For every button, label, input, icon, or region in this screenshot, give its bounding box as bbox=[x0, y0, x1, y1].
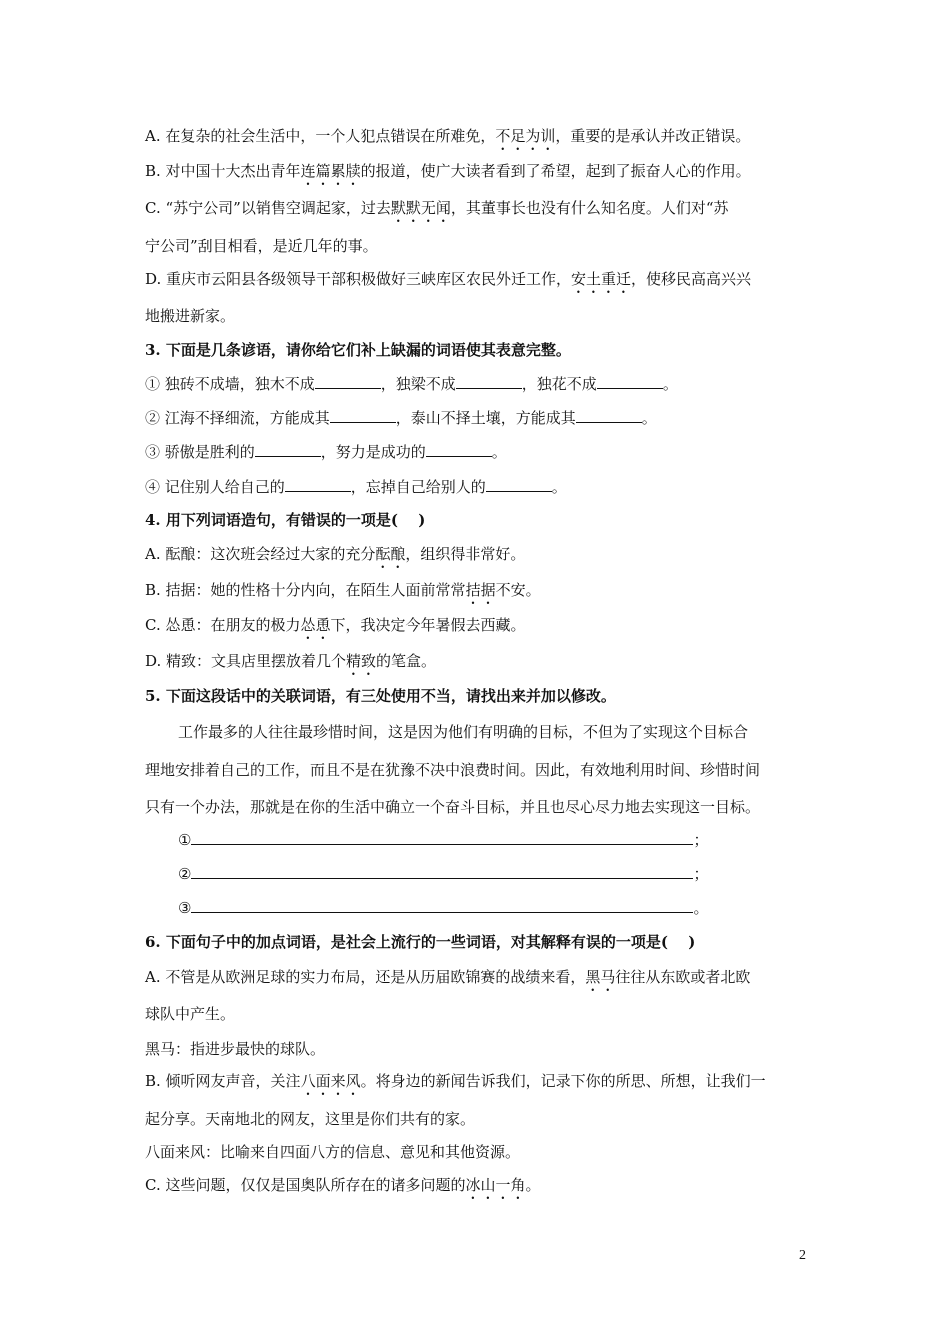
option-text: 不安。 bbox=[495, 581, 541, 599]
option-text: 的报道，使广大读者看到了希望，起到了振奋人心的作用。 bbox=[360, 162, 751, 180]
option-text: ，组织得非常好。 bbox=[405, 545, 526, 563]
proverb-text: ，独梁不成 bbox=[380, 375, 456, 393]
q5-answer-3 bbox=[178, 898, 708, 918]
option-text: ，其董事长也没有什么知名度。人们对“苏 bbox=[450, 199, 729, 217]
fill-blank[interactable] bbox=[576, 408, 642, 423]
answer-line[interactable] bbox=[191, 898, 693, 913]
q2-option-d bbox=[145, 269, 751, 297]
option-text: 下，我决定今年暑假去西藏。 bbox=[330, 616, 526, 634]
answer-end: ； bbox=[693, 865, 709, 883]
q6-option-b-explain: 八面来风：比喻来自四面八方的信息、意见和其他资源。 bbox=[145, 1143, 521, 1161]
page-number: 2 bbox=[799, 1248, 806, 1263]
dotted-word: 精致 bbox=[346, 652, 377, 670]
fill-blank[interactable] bbox=[426, 442, 492, 457]
dotted-word: 酝酿 bbox=[375, 545, 406, 563]
proverb-text: 。 bbox=[551, 478, 567, 496]
q2-option-a bbox=[145, 126, 750, 154]
answer-number: ① bbox=[178, 831, 192, 849]
proverb-text: 。 bbox=[662, 375, 678, 393]
option-text: 。将身边的新闻告诉我们，记录下你的所思、所想，让我们一 bbox=[360, 1072, 766, 1090]
q6-option-a-cont: 球队中产生。 bbox=[145, 1005, 236, 1023]
proverb-text: 。 bbox=[491, 443, 507, 461]
q6-option-b-cont: 起分享。天南地北的网友，这里是你们共有的家。 bbox=[145, 1110, 476, 1128]
option-text: A. 酝酿：这次班会经过大家的充分 bbox=[145, 545, 376, 563]
proverb-text: ，努力是成功的 bbox=[320, 443, 426, 461]
fill-blank[interactable] bbox=[285, 477, 351, 492]
fill-blank[interactable] bbox=[315, 374, 381, 389]
answer-number: ③ bbox=[178, 899, 192, 917]
proverb-text: ，忘掉自己给别人的 bbox=[350, 478, 486, 496]
fill-blank[interactable] bbox=[486, 477, 552, 492]
option-text: 的笔盒。 bbox=[376, 652, 437, 670]
q4-title: 4. 用下列词语造句，有错误的一项是( ) bbox=[145, 511, 426, 529]
q5-title: 5. 下面这段话中的关联词语，有三处使用不当，请找出来并加以修改。 bbox=[145, 687, 616, 705]
option-text: ，重要的是承认并改正错误。 bbox=[555, 127, 751, 145]
option-text: A. 不管是从欧洲足球的实力布局，还是从历届欧锦赛的战绩来看， bbox=[145, 968, 586, 986]
q3-proverb-3 bbox=[145, 442, 507, 462]
dotted-word: 不足为训 bbox=[495, 127, 556, 145]
q2-option-d-cont: 地搬进新家。 bbox=[145, 307, 236, 325]
dotted-word: 黑马 bbox=[585, 968, 616, 986]
option-text: B. 拮据：她的性格十分内向，在陌生人面前常常 bbox=[145, 581, 466, 599]
dotted-word: 默默无闻 bbox=[390, 199, 451, 217]
q5-passage-line-2: 理地安排着自己的工作，而且不是在犹豫不决中浪费时间。因此，有效地利用时间、珍惜时间 bbox=[145, 761, 761, 779]
q3-proverb-2 bbox=[145, 408, 657, 428]
q4-option-a bbox=[145, 544, 525, 572]
proverb-text: ③ 骄傲是胜利的 bbox=[145, 443, 255, 461]
q2-option-b bbox=[145, 161, 751, 189]
q6-title: 6. 下面句子中的加点词语，是社会上流行的一些词语，对其解释有误的一项是( ) bbox=[145, 933, 696, 951]
q3-proverb-4 bbox=[145, 477, 567, 497]
option-text: D. 精致：文具店里摆放着几个 bbox=[145, 652, 347, 670]
proverb-text: ② 江海不择细流，方能成其 bbox=[145, 409, 330, 427]
fill-blank[interactable] bbox=[597, 374, 663, 389]
proverb-text: 。 bbox=[641, 409, 657, 427]
proverb-text: ，独花不成 bbox=[521, 375, 597, 393]
option-text: 往往从东欧或者北欧 bbox=[615, 968, 751, 986]
q6-option-c bbox=[145, 1175, 541, 1203]
answer-end: ； bbox=[693, 831, 709, 849]
q3-proverb-1 bbox=[145, 374, 678, 394]
option-text: A. 在复杂的社会生活中，一个人犯点错误在所难免， bbox=[145, 127, 496, 145]
option-text: B. 对中国十大杰出青年 bbox=[145, 162, 301, 180]
q6-option-b bbox=[145, 1071, 766, 1099]
q6-option-a-explain: 黑马：指进步最快的球队。 bbox=[145, 1040, 326, 1058]
q4-option-d bbox=[145, 651, 436, 679]
option-text: ，使移民高高兴兴 bbox=[631, 270, 752, 288]
answer-line[interactable] bbox=[191, 864, 693, 879]
q4-option-b bbox=[145, 580, 541, 608]
q4-option-c bbox=[145, 615, 526, 643]
proverb-text: ① 独砖不成墙，独木不成 bbox=[145, 375, 315, 393]
answer-line[interactable] bbox=[191, 830, 693, 845]
option-text: 。 bbox=[525, 1176, 541, 1194]
answer-end: 。 bbox=[693, 899, 709, 917]
q5-passage-line-3: 只有一个办法，那就是在你的生活中确立一个奋斗目标，并且也尽心尽力地去实现这一目标。 bbox=[145, 798, 761, 816]
answer-number: ② bbox=[178, 865, 192, 883]
fill-blank[interactable] bbox=[330, 408, 396, 423]
option-text: B. 倾听网友声音，关注 bbox=[145, 1072, 301, 1090]
option-text: C. “苏宁公司”以销售空调起家，过去 bbox=[145, 199, 391, 217]
option-text: C. 怂恿：在朋友的极力 bbox=[145, 616, 301, 634]
q3-title: 3. 下面是几条谚语，请你给它们补上缺漏的词语使其表意完整。 bbox=[145, 341, 571, 359]
dotted-word: 连篇累牍 bbox=[300, 162, 361, 180]
proverb-text: ，泰山不择土壤，方能成其 bbox=[395, 409, 576, 427]
dotted-word: 拮据 bbox=[465, 581, 496, 599]
q5-passage-line-1: 工作最多的人往往最珍惜时间，这是因为他们有明确的目标，不但为了实现这个目标合 bbox=[178, 723, 749, 741]
proverb-text: ④ 记住别人给自己的 bbox=[145, 478, 285, 496]
q5-answer-1 bbox=[178, 830, 708, 850]
dotted-word: 八面来风 bbox=[300, 1072, 361, 1090]
dotted-word: 冰山一角 bbox=[465, 1176, 526, 1194]
fill-blank[interactable] bbox=[456, 374, 522, 389]
dotted-word: 怂恿 bbox=[300, 616, 331, 634]
fill-blank[interactable] bbox=[255, 442, 321, 457]
q6-option-a bbox=[145, 967, 750, 995]
option-text: D. 重庆市云阳县各级领导干部积极做好三峡库区农民外迁工作， bbox=[145, 270, 572, 288]
dotted-word: 安土重迁 bbox=[571, 270, 632, 288]
q2-option-c-cont: 宁公司”刮目相看，是近几年的事。 bbox=[145, 237, 378, 255]
q2-option-c bbox=[145, 198, 729, 226]
q5-answer-2 bbox=[178, 864, 708, 884]
option-text: C. 这些问题，仅仅是国奥队所存在的诸多问题的 bbox=[145, 1176, 466, 1194]
